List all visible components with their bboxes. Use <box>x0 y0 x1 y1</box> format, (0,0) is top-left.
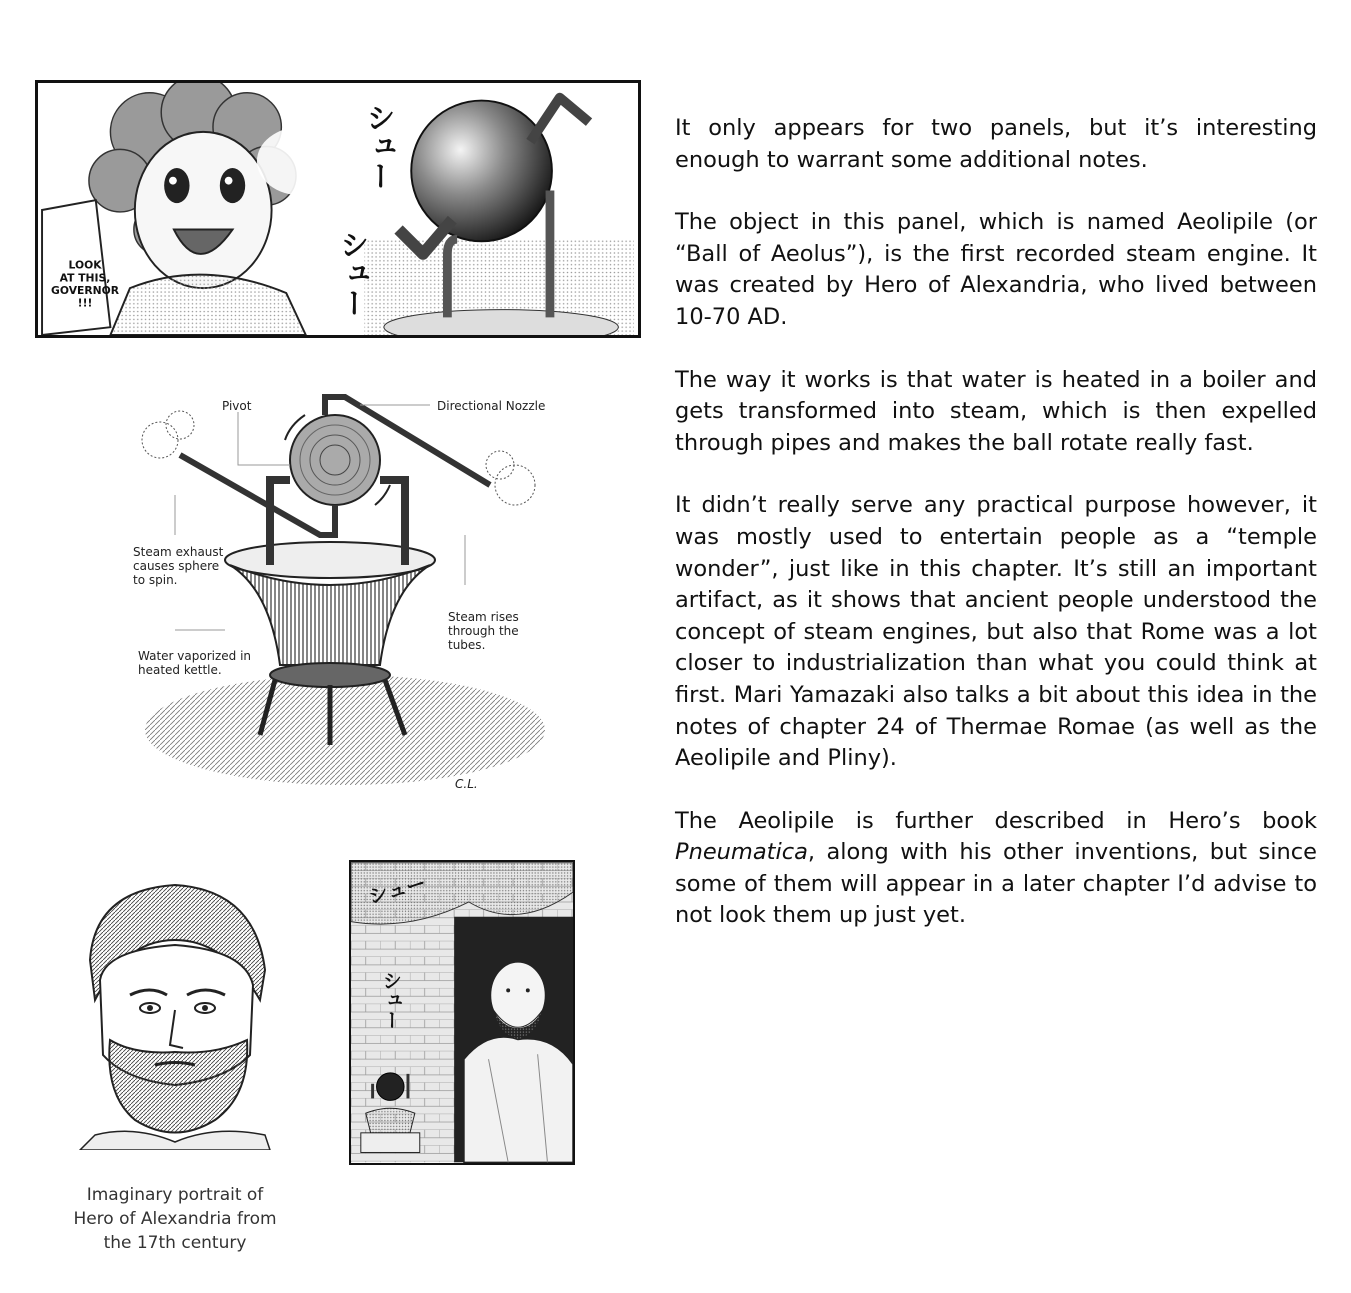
sfx-text-2: シュー <box>335 229 370 318</box>
article-text <box>675 113 1317 932</box>
hero-portrait <box>75 880 275 1150</box>
paragraph-5-end: , along with his other inventions, but since some of them will appear in a later chapter I’d advise to not look them up just yet. <box>675 839 1317 929</box>
paragraph-5-start: The Aeolipile is further described in Hero’s book <box>675 807 1317 834</box>
paragraph-4: It didn’t really serve any practical purpose however, it was mostly used to entertain people as a “temple wonder”, just like in this chapter. It’s still an important artifact, as it shows that ancient people understood the concept of steam engines, but also that Rome was a lot closer to industrialization than what you could think at first. Mari Yamazaki also talks a bit about this idea in the notes of chapter 24 of Thermae Romae (as well as the Aeolipile and Pliny). <box>675 492 1317 772</box>
paragraph-3: The way it works is that water is heated in a boiler and gets transformed into steam, which is then expelled through pipes and makes the ball rotate really fast. <box>675 366 1317 456</box>
hero-portrait-drawing <box>75 880 275 1150</box>
manga-panel-temple <box>349 860 575 1165</box>
paragraph-2: The object in this panel, which is named Aeolipile (or “Ball of Aeolus”), is the first recorded steam engine. It was created by Hero of Alexandria, who lived between 10-70 AD. <box>675 209 1317 330</box>
aeolipile-ball <box>411 101 552 242</box>
diagram-label-exhaust: Steam exhaust causes sphere to spin. <box>133 545 224 587</box>
paragraph-5 <box>675 806 1317 932</box>
manga-panel-aeolipile <box>35 80 641 338</box>
book-title: Pneumatica <box>675 839 808 866</box>
diagram-label-nozzle: Directional Nozzle <box>437 399 546 413</box>
diagram-label-pivot: Pivot <box>222 399 252 413</box>
sfx-text-4: シュー <box>378 970 402 1030</box>
portrait-caption: Imaginary portrait of Hero of Alexandria from the 17th century <box>73 1185 277 1253</box>
aeolipile-diagram-drawing <box>130 385 560 800</box>
sfx-text-3: シュー <box>365 871 429 909</box>
sfx-text-1: シュー <box>362 102 397 191</box>
paragraph-1: It only appears for two panels, but it’s interesting enough to warrant some additional notes. <box>675 115 1317 173</box>
diagram-label-rises: Steam rises through the tubes. <box>448 610 519 652</box>
manga-panel-drawing <box>38 83 638 335</box>
manga-panel-temple-drawing <box>351 862 573 1163</box>
diagram-signature: C.L. <box>455 777 478 791</box>
diagram-label-water: Water vaporized in heated kettle. <box>138 649 252 677</box>
aeolipile-diagram <box>130 385 560 800</box>
speech-bubble-text: LOOK AT THIS, GOVERNOR !!! <box>51 258 119 310</box>
